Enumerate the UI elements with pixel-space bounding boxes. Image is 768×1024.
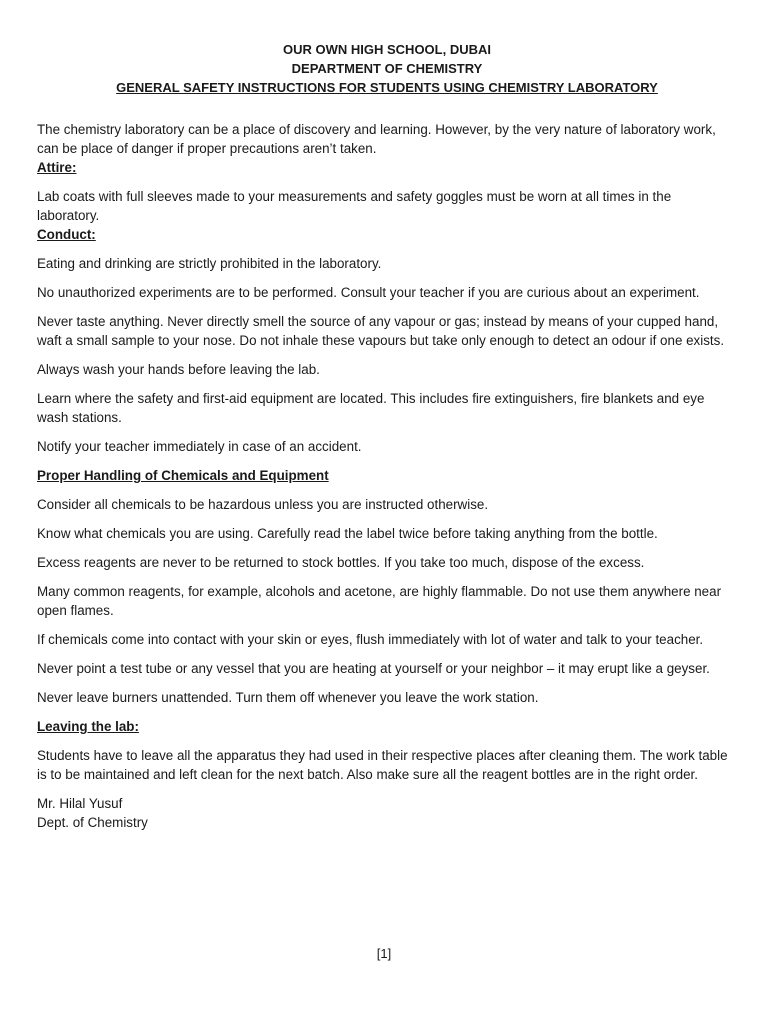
conduct-item: Eating and drinking are strictly prohibited in the laboratory.: [37, 256, 382, 271]
school-name: OUR OWN HIGH SCHOOL, DUBAI: [283, 42, 491, 57]
handling-item: Consider all chemicals to be hazardous unless you are instructed otherwise.: [37, 497, 489, 512]
intro-paragraph: The chemistry laboratory can be a place of discovery and learning. However, by the very nature of laboratory work, can be place of danger if proper precautions aren’t taken.: [37, 122, 716, 156]
attire-paragraph: Lab coats with full sleeves made to your measurements and safety goggles must be worn at all times in the laboratory.: [37, 189, 672, 223]
page-number: [1]: [376, 946, 392, 961]
conduct-item: Notify your teacher immediately in case of an accident.: [37, 439, 362, 454]
handling-item: Many common reagents, for example, alcohols and acetone, are highly flammable. Do not use them anywhere near open flames.: [37, 584, 722, 618]
department-name: DEPARTMENT OF CHEMISTRY: [291, 61, 483, 76]
signature-name: Mr. Hilal Yusuf: [37, 796, 123, 811]
leaving-heading: Leaving the lab:: [37, 719, 139, 734]
handling-item: Never point a test tube or any vessel that you are heating at yourself or your neighbor – it may erupt like a geyser.: [37, 661, 710, 676]
conduct-item: Learn where the safety and first-aid equipment are located. This includes fire extinguishers, fire blankets and eye wash stations.: [37, 391, 705, 425]
document-page: [37, 40, 737, 832]
document-header: [37, 40, 737, 97]
document-title: GENERAL SAFETY INSTRUCTIONS FOR STUDENTS USING CHEMISTRY LABORATORY: [116, 80, 658, 95]
handling-item: Excess reagents are never to be returned to stock bottles. If you take too much, dispose of the excess.: [37, 555, 645, 570]
handling-item: Never leave burners unattended. Turn them off whenever you leave the work station.: [37, 690, 539, 705]
conduct-item: No unauthorized experiments are to be performed. Consult your teacher if you are curious about an experiment.: [37, 285, 700, 300]
conduct-item: Always wash your hands before leaving the lab.: [37, 362, 320, 377]
handling-item: Know what chemicals you are using. Carefully read the label twice before taking anything from the bottle.: [37, 526, 658, 541]
handling-item: If chemicals come into contact with your skin or eyes, flush immediately with lot of water and talk to your teacher.: [37, 632, 704, 647]
conduct-item: Never taste anything. Never directly smell the source of any vapour or gas; instead by means of your cupped hand, waft a small sample to your nose. Do not inhale these vapours but take only enough to detect an odour if one exists.: [37, 314, 725, 348]
leaving-paragraph: Students have to leave all the apparatus they had used in their respective places after cleaning them. The work table is to be maintained and left clean for the next batch. Also make sure all the reagent bottles are in the right order.: [37, 748, 728, 782]
signature-dept: Dept. of Chemistry: [37, 815, 148, 830]
handling-heading: Proper Handling of Chemicals and Equipment: [37, 468, 329, 483]
attire-heading: Attire:: [37, 160, 77, 175]
conduct-heading: Conduct:: [37, 227, 96, 242]
